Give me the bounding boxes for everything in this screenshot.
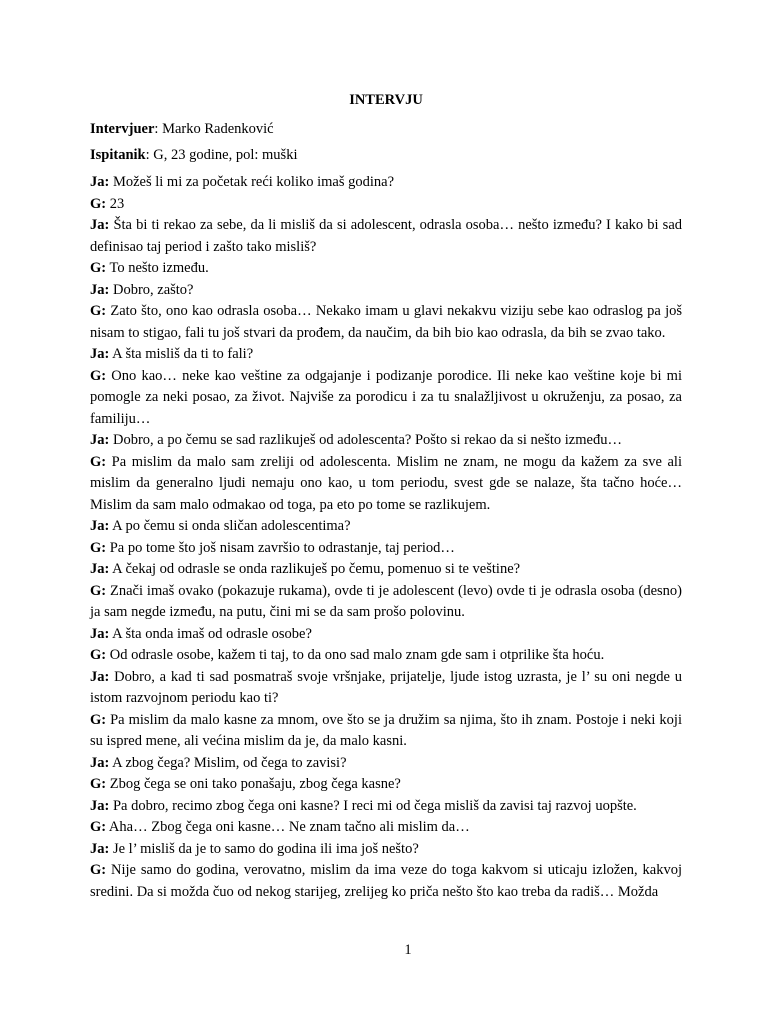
turn-text: Dobro, a kad ti sad posmatraš svoje vršnjake, prijatelje, ljude istog uzrasta, je l’ su oni negde u istom razvojnom periodu kao ti?: [90, 668, 682, 706]
speaker-label: G:: [90, 453, 107, 470]
subject-value: : G, 23 godine, pol: muški: [145, 147, 298, 163]
dialogue-turn: [90, 516, 682, 538]
turn-text: A zbog čega? Mislim, od čega to zavisi?: [109, 754, 347, 771]
speaker-label: Ja:: [90, 217, 110, 233]
speaker-label: Ja:: [90, 561, 110, 577]
turn-text: Dobro, zašto?: [109, 281, 194, 298]
speaker-label: G:: [90, 862, 107, 878]
dialogue-turn: [90, 817, 682, 839]
speaker-label: G:: [90, 303, 107, 319]
speaker-label: G:: [90, 195, 107, 212]
dialogue-turn: [90, 194, 682, 216]
dialogue-turn: [90, 796, 682, 818]
dialogue-turn: [90, 215, 682, 258]
dialogue-turn: [90, 645, 682, 667]
speaker-label: G:: [90, 539, 107, 556]
dialogue-turn: [90, 280, 682, 302]
dialogue-turn: [90, 538, 682, 560]
subject-label: Ispitanik: [90, 147, 146, 163]
interview-dialogue: [90, 172, 682, 903]
speaker-label: G:: [90, 776, 107, 792]
speaker-label: G:: [90, 260, 107, 276]
turn-text: A šta onda imaš od odrasle osobe?: [109, 625, 312, 642]
dialogue-turn: [90, 258, 682, 280]
turn-text: Je l’ misliš da je to samo do godina ili ima još nešto?: [109, 840, 419, 857]
speaker-label: Ja:: [90, 346, 110, 362]
dialogue-turn: [90, 774, 682, 796]
speaker-label: G:: [90, 711, 107, 728]
turn-text: Pa mislim da malo sam zreliji od adolescenta. Mislim ne znam, ne mogu da kažem za sve ali mislim da generalno ljudi nemaju ono kao, u tom periodu, svest gde se nalaze, šta tačno hoće… Mislim da sam malo odmakao od toga, pa eto po tome se razlikujem.: [90, 453, 682, 513]
dialogue-turn: [90, 753, 682, 775]
turn-text: Znači imaš ovako (pokazuje rukama), ovde ti je adolescent (levo) ovde ti je odrasla osoba (desno) ja sam negde između, na putu, čini mi se da sam prošo polovinu.: [90, 582, 682, 620]
dialogue-turn: [90, 624, 682, 646]
turn-text: Možeš li mi za početak reći koliko imaš godina?: [109, 174, 395, 190]
speaker-label: Ja:: [90, 432, 110, 448]
speaker-label: Ja:: [90, 668, 110, 685]
speaker-label: Ja:: [90, 840, 110, 857]
speaker-label: G:: [90, 582, 107, 599]
speaker-label: Ja:: [90, 754, 110, 771]
speaker-label: G:: [90, 819, 107, 835]
turn-text: Ono kao… neke kao veštine za odgajanje i podizanje porodice. Ili neke kao veštine koje bi mi pomogle za neki posao, za život. Najviše za porodicu i za tu snalažljivost u okruženju, za posao, za familiju…: [90, 367, 682, 427]
turn-text: Zato što, ono kao odrasla osoba… Nekako imam u glavi nekakvu viziju sebe kao odraslog pa još nisam to stigao, fali tu još stvari da prođem, da naučim, da bih bio kao odrasla, da bih se zvao tako.: [90, 303, 682, 341]
turn-text: Od odrasle osobe, kažem ti taj, to da ono sad malo znam gde sam i otprilike šta hoću.: [106, 647, 605, 663]
dialogue-turn: [90, 172, 682, 194]
document-title: INTERVJU: [349, 92, 423, 108]
speaker-label: Ja:: [90, 797, 110, 814]
interviewer-line: [90, 121, 682, 138]
speaker-label: Ja:: [90, 518, 110, 534]
turn-text: Zbog čega se oni tako ponašaju, zbog čega kasne?: [106, 776, 401, 792]
dialogue-turn: [90, 559, 682, 581]
turn-text: To nešto između.: [106, 260, 209, 276]
dialogue-turn: [90, 710, 682, 753]
turn-text: A šta misliš da ti to fali?: [109, 346, 254, 362]
dialogue-turn: [90, 452, 682, 517]
dialogue-turn: [90, 581, 682, 624]
subject-line: [90, 147, 682, 164]
dialogue-turn: [90, 344, 682, 366]
turn-text: Pa po tome što još nisam završio to odrastanje, taj period…: [106, 539, 455, 556]
dialogue-turn: [90, 366, 682, 431]
speaker-label: Ja:: [90, 625, 110, 642]
turn-text: Šta bi ti rekao za sebe, da li misliš da si adolescent, odrasla osoba… nešto između? I kako bi sad definisao taj period i zašto tako misliš?: [90, 217, 682, 255]
turn-text: Pa mislim da malo kasne za mnom, ove što se ja družim sa njima, što ih znam. Postoje i neki koji su ispred mene, ali većina mislim da je, da malo kasni.: [90, 711, 682, 749]
dialogue-turn: [90, 430, 682, 452]
page-number: 1: [404, 942, 412, 958]
interviewer-value: : Marko Radenković: [154, 121, 274, 137]
turn-text: A po čemu si onda sličan adolescentima?: [109, 518, 351, 534]
turn-text: Dobro, a po čemu se sad razlikuješ od adolescenta? Pošto si rekao da si nešto između…: [109, 432, 622, 448]
turn-text: 23: [106, 195, 125, 212]
speaker-label: Ja:: [90, 281, 110, 298]
speaker-label: Ja:: [90, 174, 110, 190]
turn-text: A čekaj od odrasle se onda razlikuješ po čemu, pomenuo si te veštine?: [109, 561, 521, 577]
dialogue-turn: [90, 667, 682, 710]
turn-text: Nije samo do godina, verovatno, mislim da ima veze do toga kakvom si uticaju izložen, kakvoj sredini. Da si možda čuo od nekog starijeg, zrelijeg ko priča nešto što kao treba da radiš… Možda: [90, 862, 682, 900]
dialogue-turn: [90, 860, 682, 903]
speaker-label: G:: [90, 647, 107, 663]
dialogue-turn: [90, 301, 682, 344]
dialogue-turn: [90, 839, 682, 861]
speaker-label: G:: [90, 367, 107, 384]
interviewer-label: Intervjuer: [90, 121, 155, 137]
turn-text: Aha… Zbog čega oni kasne… Ne znam tačno ali mislim da…: [106, 819, 470, 835]
turn-text: Pa dobro, recimo zbog čega oni kasne? I reci mi od čega misliš da zavisi taj razvoj uopšte.: [109, 797, 637, 814]
